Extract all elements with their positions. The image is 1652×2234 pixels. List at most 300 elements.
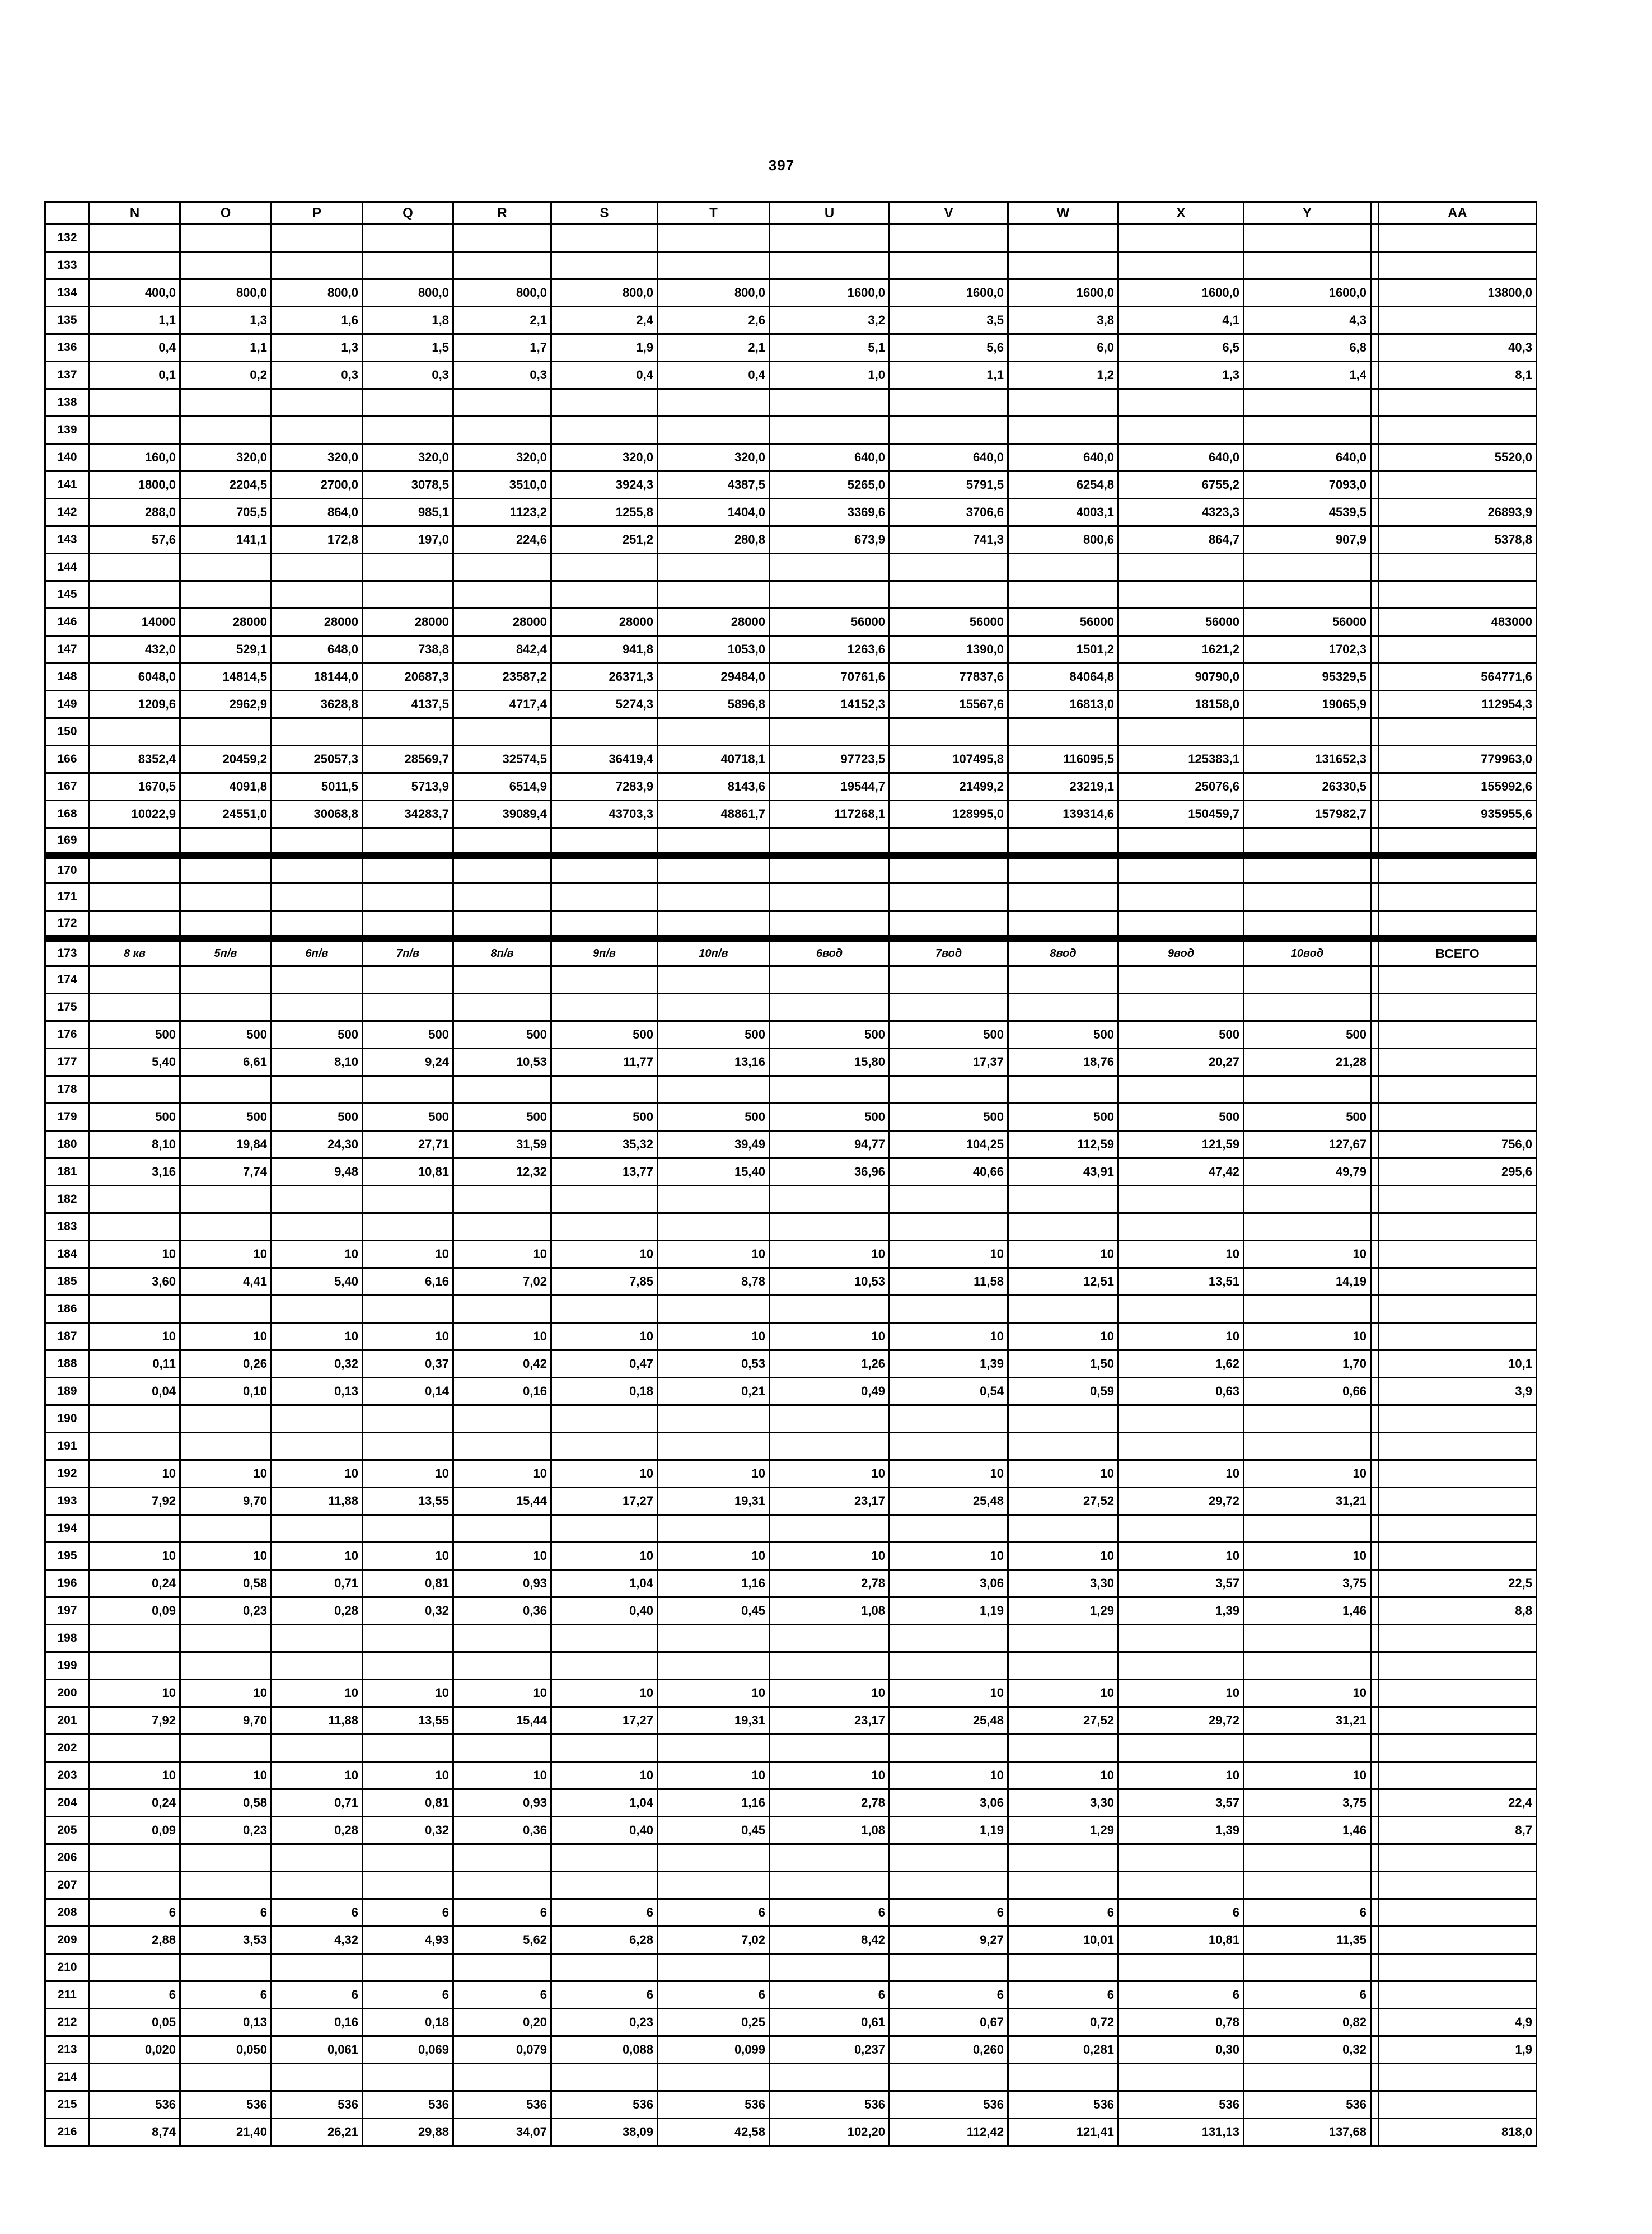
table-cell (890, 884, 1008, 911)
table-cell: 10,81 (363, 1158, 453, 1186)
table-cell: 640,0 (1008, 444, 1119, 471)
table-cell: 5п/в (180, 938, 272, 966)
row-number: 146 (45, 609, 90, 636)
table-cell: 0,16 (272, 2009, 363, 2036)
table-cell (770, 718, 890, 746)
table-cell (1379, 1515, 1537, 1543)
table-cell (1244, 828, 1371, 856)
table-cell: 6 (363, 1899, 453, 1927)
table-cell (770, 1652, 890, 1680)
table-cell (551, 1296, 658, 1323)
table-cell (180, 1405, 272, 1433)
table-cell: ВСЕГО (1379, 938, 1537, 966)
table-cell (1119, 252, 1244, 279)
table-cell: 34,07 (453, 2119, 551, 2146)
table-cell: 6 (272, 1981, 363, 2009)
table-cell (272, 1186, 363, 1213)
table-row (45, 252, 1537, 279)
table-cell: 10 (658, 1680, 770, 1707)
table-cell (1008, 718, 1119, 746)
table-cell: 500 (363, 1021, 453, 1049)
table-cell (658, 252, 770, 279)
table-cell: 11,77 (551, 1049, 658, 1076)
row-number: 148 (45, 663, 90, 691)
table-cell: 116095,5 (1008, 746, 1119, 773)
table-cell: 26371,3 (551, 663, 658, 691)
table-cell: 56000 (1008, 609, 1119, 636)
table-cell: 43703,3 (551, 801, 658, 828)
table-cell: 500 (90, 1021, 180, 1049)
table-cell: 3,30 (1008, 1789, 1119, 1817)
table-cell: 705,5 (180, 499, 272, 526)
table-cell: 500 (890, 1104, 1008, 1131)
table-cell: 0,23 (180, 1597, 272, 1625)
table-cell (90, 856, 180, 884)
table-cell: 1263,6 (770, 636, 890, 663)
table-cell: 1,1 (90, 307, 180, 334)
table-cell (180, 994, 272, 1021)
column-separator (1371, 1844, 1379, 1872)
table-cell (770, 911, 890, 939)
table-cell: 0,40 (551, 1597, 658, 1625)
table-row (45, 966, 1537, 994)
table-cell: 3,57 (1119, 1789, 1244, 1817)
table-cell (363, 1515, 453, 1543)
table-cell (453, 417, 551, 444)
column-separator (1371, 1762, 1379, 1789)
table-cell (1008, 225, 1119, 252)
table-cell (272, 1213, 363, 1241)
column-separator (1371, 1350, 1379, 1378)
table-cell: 0,42 (453, 1350, 551, 1378)
row-number: 184 (45, 1241, 90, 1268)
table-cell (453, 581, 551, 609)
table-cell: 1,39 (1119, 1597, 1244, 1625)
table-cell: 536 (770, 2091, 890, 2119)
table-cell: 9,48 (272, 1158, 363, 1186)
table-cell (1379, 636, 1537, 663)
table-cell (658, 966, 770, 994)
table-cell (453, 2064, 551, 2091)
table-cell (658, 1954, 770, 1981)
table-cell: 536 (658, 2091, 770, 2119)
table-cell: 1,04 (551, 1570, 658, 1597)
table-cell: 10 (890, 1323, 1008, 1350)
table-cell: 10 (453, 1323, 551, 1350)
table-cell (1008, 2064, 1119, 2091)
table-cell: 5,40 (90, 1049, 180, 1076)
table-cell: 2700,0 (272, 471, 363, 499)
table-cell (180, 1186, 272, 1213)
table-cell: 32574,5 (453, 746, 551, 773)
table-cell: 0,18 (551, 1378, 658, 1405)
column-header: V (890, 202, 1008, 225)
table-cell (1119, 1625, 1244, 1652)
table-cell: 112,42 (890, 2119, 1008, 2146)
table-cell (90, 1625, 180, 1652)
table-cell: 2,1 (453, 307, 551, 334)
table-cell (1119, 1076, 1244, 1104)
table-cell: 112954,3 (1379, 691, 1537, 718)
table-cell (1008, 1405, 1119, 1433)
table-cell: 26893,9 (1379, 499, 1537, 526)
table-cell (453, 1186, 551, 1213)
table-row (45, 362, 1537, 389)
column-separator (1371, 252, 1379, 279)
table-cell: 536 (180, 2091, 272, 2119)
table-cell: 6 (90, 1981, 180, 2009)
table-cell: 500 (272, 1021, 363, 1049)
table-cell: 779963,0 (1379, 746, 1537, 773)
table-cell: 0,16 (453, 1378, 551, 1405)
table-cell (551, 856, 658, 884)
table-cell (1244, 554, 1371, 581)
column-separator (1371, 471, 1379, 499)
table-cell (453, 1405, 551, 1433)
table-cell: 800,6 (1008, 526, 1119, 554)
column-separator (1371, 1515, 1379, 1543)
table-row (45, 389, 1537, 417)
table-cell: 197,0 (363, 526, 453, 554)
table-cell: 10 (551, 1543, 658, 1570)
table-cell: 8вод (1008, 938, 1119, 966)
table-cell (1379, 994, 1537, 1021)
table-cell: 500 (90, 1104, 180, 1131)
table-cell: 19,84 (180, 1131, 272, 1158)
table-cell: 10 (1244, 1323, 1371, 1350)
table-cell (551, 828, 658, 856)
table-cell (770, 1735, 890, 1762)
table-cell: 10 (770, 1241, 890, 1268)
row-number: 175 (45, 994, 90, 1021)
row-number: 147 (45, 636, 90, 663)
table-cell: 5520,0 (1379, 444, 1537, 471)
table-cell: 1600,0 (1008, 279, 1119, 307)
column-header: S (551, 202, 658, 225)
table-cell (272, 225, 363, 252)
table-cell (658, 1844, 770, 1872)
table-cell (1379, 2091, 1537, 2119)
row-number: 199 (45, 1652, 90, 1680)
table-cell: 3,06 (890, 1570, 1008, 1597)
table-cell: 17,37 (890, 1049, 1008, 1076)
table-cell: 3,75 (1244, 1789, 1371, 1817)
table-cell: 648,0 (272, 636, 363, 663)
table-cell (272, 1076, 363, 1104)
table-cell: 121,59 (1119, 1131, 1244, 1158)
table-cell (453, 1652, 551, 1680)
column-separator (1371, 2119, 1379, 2146)
column-separator (1371, 1899, 1379, 1927)
table-cell: 8п/в (453, 938, 551, 966)
table-cell (658, 554, 770, 581)
column-header: Q (363, 202, 453, 225)
table-cell: 0,59 (1008, 1378, 1119, 1405)
table-cell (1379, 225, 1537, 252)
table-cell: 1600,0 (1244, 279, 1371, 307)
table-cell (1379, 1021, 1537, 1049)
table-cell: 2,4 (551, 307, 658, 334)
table-cell (1244, 856, 1371, 884)
table-cell (1244, 994, 1371, 1021)
table-cell: 0,40 (551, 1817, 658, 1844)
table-cell: 24551,0 (180, 801, 272, 828)
table-row (45, 334, 1537, 362)
table-cell (1119, 225, 1244, 252)
row-number: 168 (45, 801, 90, 828)
table-cell: 137,68 (1244, 2119, 1371, 2146)
table-cell: 2204,5 (180, 471, 272, 499)
table-cell (453, 1213, 551, 1241)
table-cell: 23587,2 (453, 663, 551, 691)
table-cell (770, 966, 890, 994)
table-cell (1119, 1186, 1244, 1213)
table-row (45, 1241, 1537, 1268)
table-cell: 10 (1119, 1680, 1244, 1707)
table-cell: 28000 (272, 609, 363, 636)
table-cell: 6048,0 (90, 663, 180, 691)
table-cell: 0,09 (90, 1817, 180, 1844)
table-cell: 10 (1119, 1460, 1244, 1488)
row-number: 191 (45, 1433, 90, 1460)
table-cell (1119, 856, 1244, 884)
table-cell (551, 581, 658, 609)
table-cell: 800,0 (551, 279, 658, 307)
table-cell (363, 1872, 453, 1899)
table-cell: 0,32 (363, 1817, 453, 1844)
table-cell: 800,0 (180, 279, 272, 307)
table-cell: 10 (770, 1460, 890, 1488)
table-cell: 4387,5 (658, 471, 770, 499)
table-cell (1008, 1872, 1119, 1899)
column-separator (1371, 1076, 1379, 1104)
table-cell: 0,1 (90, 362, 180, 389)
column-separator (1371, 1296, 1379, 1323)
table-cell (1379, 581, 1537, 609)
table-cell: 13,16 (658, 1049, 770, 1076)
table-cell (272, 1515, 363, 1543)
table-cell (180, 417, 272, 444)
table-cell (1244, 718, 1371, 746)
table-cell (1119, 1515, 1244, 1543)
table-cell: 3369,6 (770, 499, 890, 526)
table-cell: 36,96 (770, 1158, 890, 1186)
row-number: 197 (45, 1597, 90, 1625)
row-number: 179 (45, 1104, 90, 1131)
table-cell (551, 225, 658, 252)
table-cell: 1,16 (658, 1570, 770, 1597)
table-cell (1008, 252, 1119, 279)
table-cell: 29,72 (1119, 1488, 1244, 1515)
table-cell (890, 1872, 1008, 1899)
table-row (45, 1652, 1537, 1680)
table-row (45, 609, 1537, 636)
table-cell: 738,8 (363, 636, 453, 663)
table-cell (90, 1515, 180, 1543)
table-cell: 22,4 (1379, 1789, 1537, 1817)
table-cell: 10 (453, 1680, 551, 1707)
table-cell (272, 1954, 363, 1981)
table-cell (363, 884, 453, 911)
table-cell: 10 (1008, 1680, 1119, 1707)
table-cell (90, 1296, 180, 1323)
table-cell (1379, 856, 1537, 884)
table-cell (658, 718, 770, 746)
column-separator (1371, 1323, 1379, 1350)
table-cell: 1,3 (180, 307, 272, 334)
table-cell (551, 1872, 658, 1899)
table-cell: 17,27 (551, 1488, 658, 1515)
column-separator (1371, 1789, 1379, 1817)
table-cell (90, 994, 180, 1021)
table-row (45, 1378, 1537, 1405)
table-row (45, 1076, 1537, 1104)
table-row (45, 1021, 1537, 1049)
row-number: 194 (45, 1515, 90, 1543)
table-cell (272, 2064, 363, 2091)
table-cell (272, 966, 363, 994)
table-cell: 5,1 (770, 334, 890, 362)
table-cell: 26,21 (272, 2119, 363, 2146)
table-cell: 10 (770, 1680, 890, 1707)
table-cell: 3,53 (180, 1927, 272, 1954)
table-cell (1244, 1652, 1371, 1680)
table-cell (1008, 994, 1119, 1021)
table-cell: 70761,6 (770, 663, 890, 691)
table-row (45, 279, 1537, 307)
table-cell (1379, 2064, 1537, 2091)
table-cell: 673,9 (770, 526, 890, 554)
table-cell: 6 (1119, 1899, 1244, 1927)
row-number: 181 (45, 1158, 90, 1186)
table-cell: 1,08 (770, 1597, 890, 1625)
table-cell: 28000 (551, 609, 658, 636)
row-number: 149 (45, 691, 90, 718)
table-cell: 10 (658, 1323, 770, 1350)
table-cell: 6 (180, 1981, 272, 2009)
table-cell: 1,1 (890, 362, 1008, 389)
table-cell (363, 1296, 453, 1323)
column-separator (1371, 856, 1379, 884)
table-cell: 10 (1244, 1543, 1371, 1570)
table-cell: 31,59 (453, 1131, 551, 1158)
row-number: 187 (45, 1323, 90, 1350)
column-separator (1371, 801, 1379, 828)
table-cell: 10 (1244, 1680, 1371, 1707)
table-cell: 11,58 (890, 1268, 1008, 1296)
column-separator (1371, 444, 1379, 471)
table-cell (1008, 1735, 1119, 1762)
table-row (45, 1488, 1537, 1515)
table-cell (551, 554, 658, 581)
table-row (45, 1625, 1537, 1652)
table-cell (272, 911, 363, 939)
table-cell: 640,0 (890, 444, 1008, 471)
table-cell (453, 1076, 551, 1104)
table-row (45, 1350, 1537, 1378)
table-cell (1379, 1652, 1537, 1680)
table-cell: 6 (658, 1981, 770, 2009)
table-cell: 0,13 (272, 1378, 363, 1405)
table-cell (770, 252, 890, 279)
column-separator (1371, 1927, 1379, 1954)
table-row (45, 581, 1537, 609)
table-cell: 1,3 (272, 334, 363, 362)
table-cell (1244, 252, 1371, 279)
column-separator (1371, 202, 1379, 225)
table-cell: 4717,4 (453, 691, 551, 718)
table-cell (890, 1405, 1008, 1433)
table-row (45, 1543, 1537, 1570)
table-cell (890, 581, 1008, 609)
table-cell: 0,23 (551, 2009, 658, 2036)
table-cell: 320,0 (453, 444, 551, 471)
table-cell (1244, 1844, 1371, 1872)
column-separator (1371, 1460, 1379, 1488)
column-separator (1371, 994, 1379, 1021)
table-row (45, 1570, 1537, 1597)
table-cell: 6,5 (1119, 334, 1244, 362)
table-cell (1008, 1076, 1119, 1104)
table-cell: 0,45 (658, 1817, 770, 1844)
table-cell (90, 911, 180, 939)
table-cell: 0,11 (90, 1350, 180, 1378)
table-cell: 155992,6 (1379, 773, 1537, 801)
table-cell: 6 (770, 1981, 890, 2009)
table-row (45, 1844, 1537, 1872)
table-cell: 500 (1244, 1021, 1371, 1049)
table-cell: 131,13 (1119, 2119, 1244, 2146)
table-cell: 0,71 (272, 1570, 363, 1597)
table-cell (551, 966, 658, 994)
column-separator (1371, 1597, 1379, 1625)
table-cell: 131652,3 (1244, 746, 1371, 773)
table-cell: 128995,0 (890, 801, 1008, 828)
table-cell: 907,9 (1244, 526, 1371, 554)
table-cell: 6,16 (363, 1268, 453, 1296)
column-separator (1371, 1652, 1379, 1680)
table-cell: 6 (453, 1981, 551, 2009)
table-row (45, 773, 1537, 801)
table-cell: 7,92 (90, 1488, 180, 1515)
table-cell (551, 994, 658, 1021)
row-number: 203 (45, 1762, 90, 1789)
row-number: 177 (45, 1049, 90, 1076)
table-cell: 864,7 (1119, 526, 1244, 554)
table-cell: 0,4 (551, 362, 658, 389)
table-cell (770, 1433, 890, 1460)
table-cell (551, 1735, 658, 1762)
table-cell: 14,19 (1244, 1268, 1371, 1296)
table-row (45, 2119, 1537, 2146)
table-cell (272, 718, 363, 746)
table-cell: 4003,1 (1008, 499, 1119, 526)
page-number: 397 (768, 157, 795, 174)
table-cell (1379, 1625, 1537, 1652)
table-cell: 9,70 (180, 1488, 272, 1515)
table-cell: 17,27 (551, 1707, 658, 1735)
table-cell (90, 1652, 180, 1680)
table-row (45, 1104, 1537, 1131)
column-separator (1371, 1954, 1379, 1981)
table-cell (1119, 2064, 1244, 2091)
table-cell (1008, 581, 1119, 609)
table-cell: 9вод (1119, 938, 1244, 966)
table-cell (658, 1405, 770, 1433)
table-cell: 8,78 (658, 1268, 770, 1296)
row-number: 192 (45, 1460, 90, 1488)
table-cell: 0,4 (90, 334, 180, 362)
